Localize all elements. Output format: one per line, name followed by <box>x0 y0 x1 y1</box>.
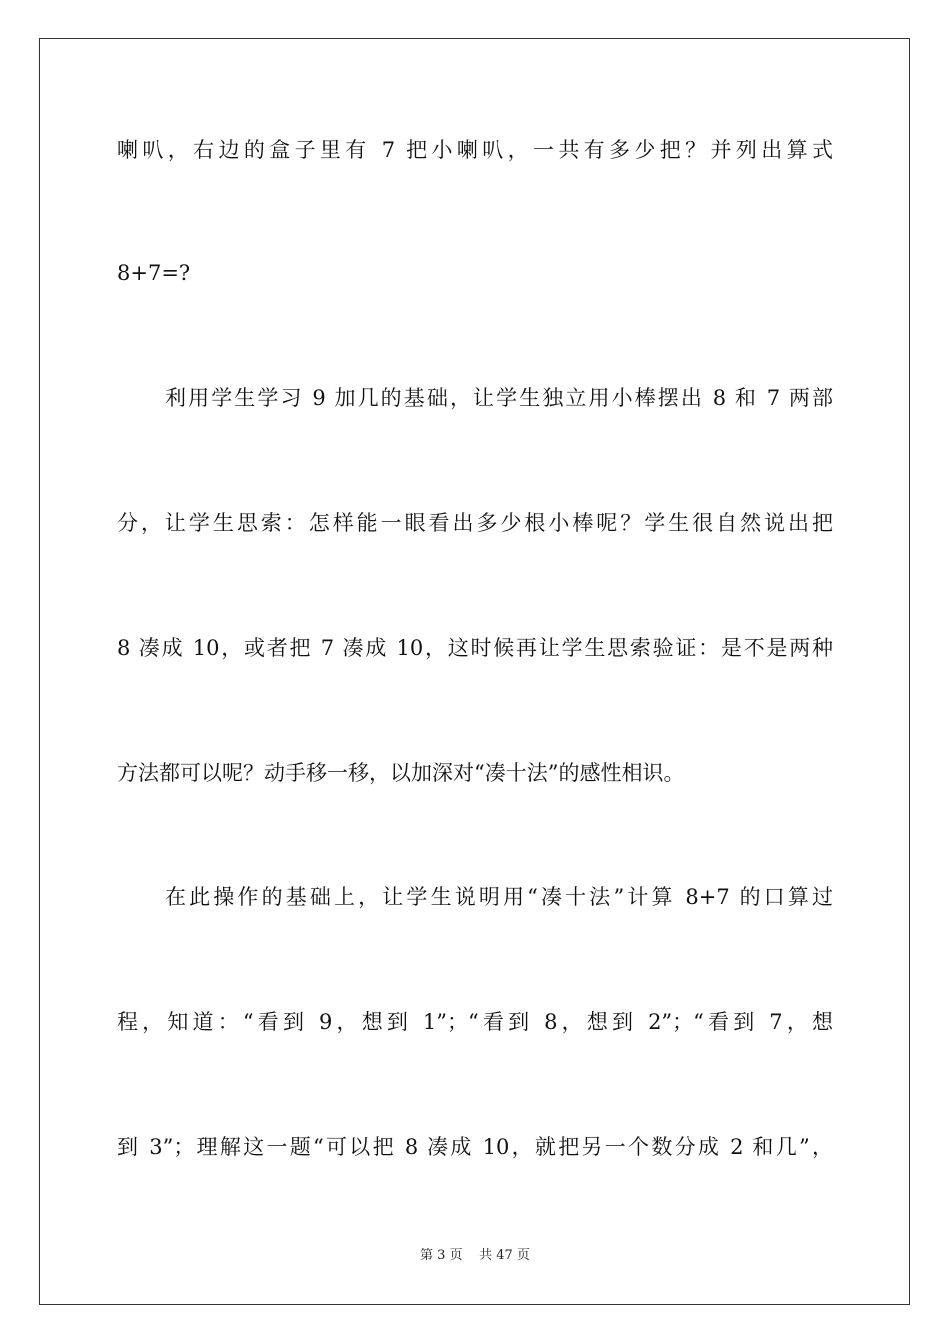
paragraph-line: 在此操作的基础上，让学生说明用“凑十法”计算 8+7 的口算过 <box>165 885 833 909</box>
page-footer <box>0 1247 950 1265</box>
page-total: 共 47 页 <box>479 1248 530 1263</box>
paragraph-line: 8+7=? <box>117 261 191 285</box>
page-border <box>39 38 910 1305</box>
paragraph-line: 利用学生学习 9 加几的基础，让学生独立用小棒摆出 8 和 7 两部 <box>165 386 833 410</box>
paragraph-line: 程，知道：“看到 9，想到 1”；“看到 8，想到 2”；“看到 7，想 <box>117 1010 833 1034</box>
paragraph-line: 分，让学生思索：怎样能一眼看出多少根小棒呢？学生很自然说出把 <box>117 511 833 535</box>
paragraph-line: 到 3”；理解这一题“可以把 8 凑成 10，就把另一个数分成 2 和几”， <box>117 1135 833 1159</box>
paragraph-line: 喇叭，右边的盒子里有 7 把小喇叭，一共有多少把？并列出算式 <box>117 138 833 162</box>
paragraph-line: 方法都可以呢？动手移一移，以加深对“凑十法”的感性相识。 <box>117 761 685 785</box>
page-number: 第 3 页 <box>420 1248 463 1263</box>
paragraph-line: 8 凑成 10，或者把 7 凑成 10，这时候再让学生思索验证：是不是两种 <box>117 636 833 660</box>
